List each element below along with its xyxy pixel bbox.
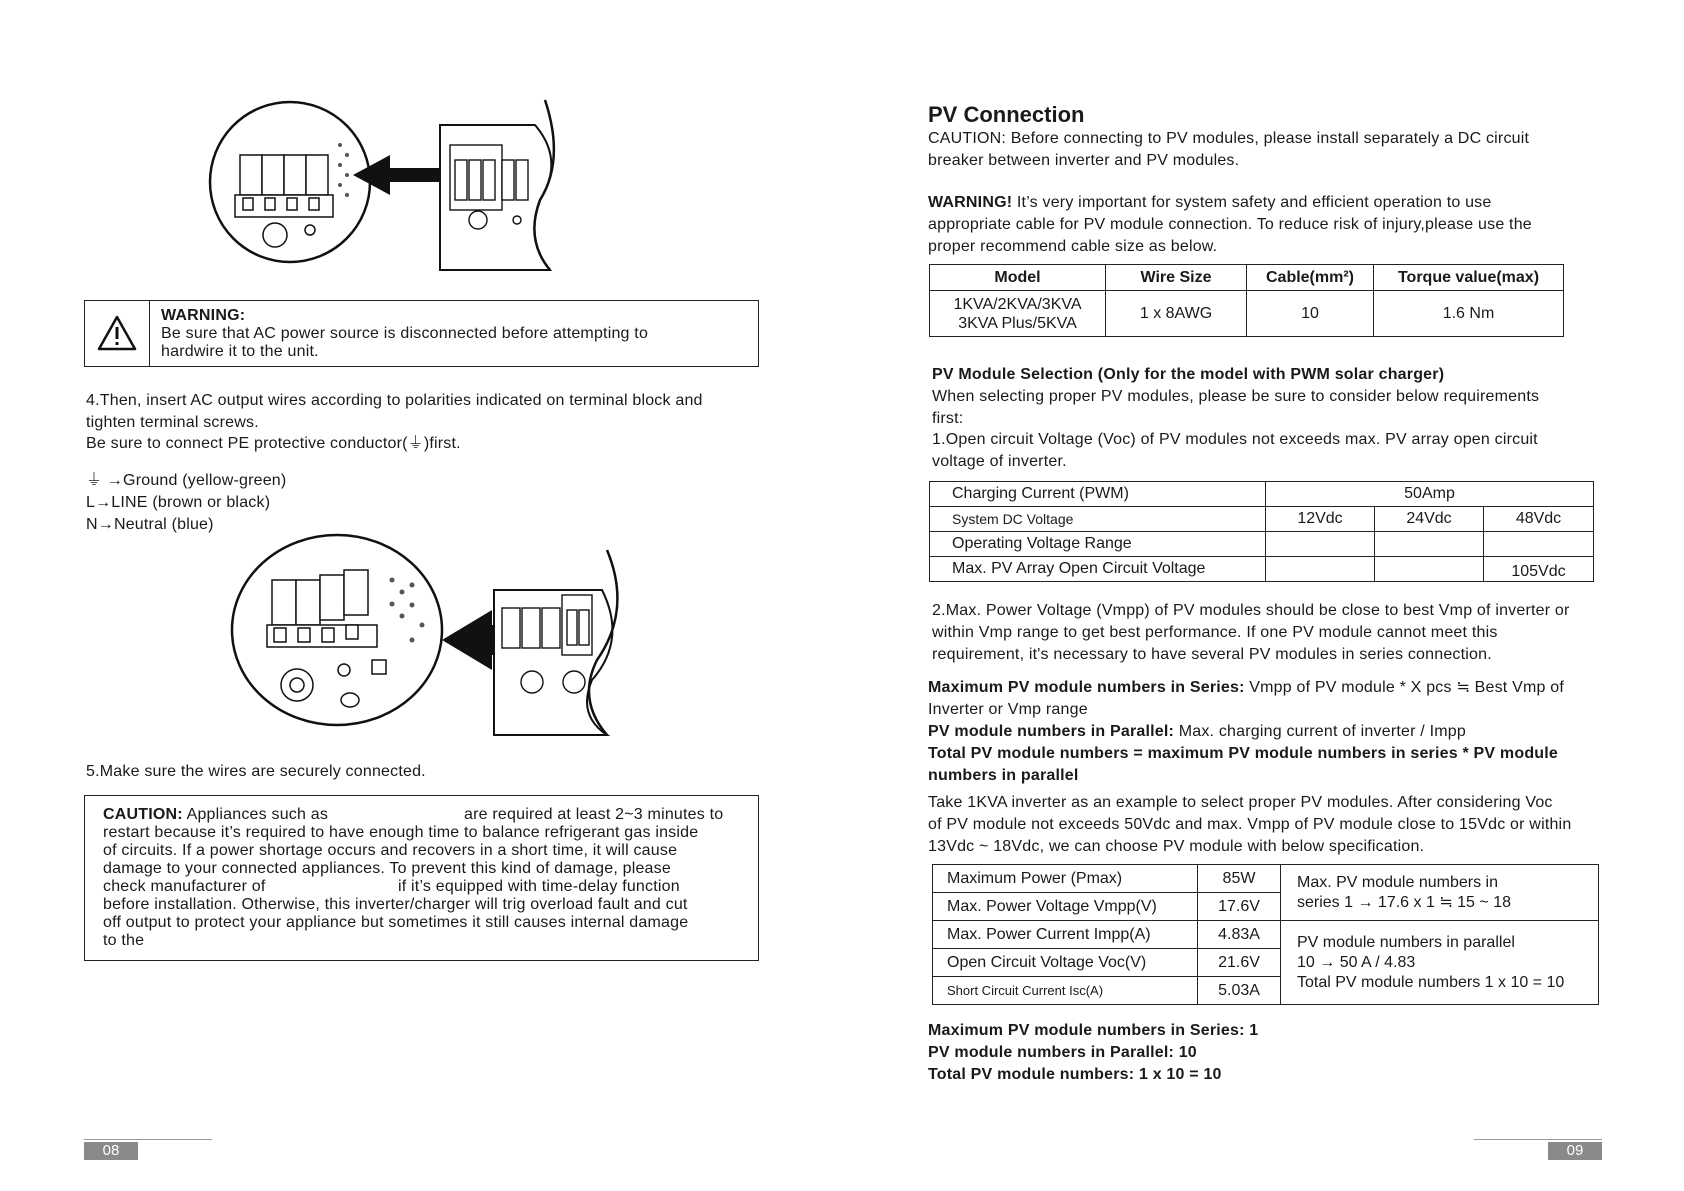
spec-value-voc: 21.6V xyxy=(1198,949,1281,977)
pv-module-spec-table xyxy=(932,864,1599,1005)
step4-line-1: 4.Then, insert AC output wires according to polarities indicated on terminal block and xyxy=(86,392,703,409)
left-page-number: 08 xyxy=(84,1142,138,1160)
cable-model-line-2: 3KVA Plus/5KVA xyxy=(958,314,1077,332)
spec-label-impp: Max. Power Current Impp(A) xyxy=(933,921,1198,949)
warning-box xyxy=(84,300,759,367)
spec-note-parallel-line-3: Total PV module numbers 1 x 10 = 10 xyxy=(1297,973,1565,991)
pwm-row-operating-range xyxy=(930,532,1594,557)
ac-terminal-illustration-top xyxy=(205,100,625,290)
pwm-operating-48 xyxy=(1484,532,1594,557)
step4-line-3: Be sure to connect PE protective conductor(⏚)first. xyxy=(86,435,461,452)
total-formula-line-2: numbers in parallel xyxy=(928,767,1079,784)
caution-line-4: damage to your connected appliances. To prevent this kind of damage, please xyxy=(103,860,671,877)
spec-note-parallel-line-2: 10 → 50 A / 4.83 xyxy=(1297,953,1416,971)
cable-model-line-1: 1KVA/2KVA/3KVA xyxy=(953,295,1082,313)
pwm-max-voc-12 xyxy=(1266,557,1375,582)
cable-size-table xyxy=(929,264,1564,337)
series-formula-line-1 xyxy=(928,677,1564,699)
cable-table-row xyxy=(930,291,1564,337)
warning-line-1: Be sure that AC power source is disconnected before attempting to xyxy=(161,325,649,342)
pwm-row-charging-current xyxy=(930,482,1594,507)
pwm-dc-voltage-24: 24Vdc xyxy=(1375,507,1484,532)
result-parallel: PV module numbers in Parallel: 10 xyxy=(928,1044,1197,1061)
caution-line-1a: Appliances such as xyxy=(186,806,329,823)
pwm-charger-table xyxy=(929,481,1594,582)
step5-text: 5.Make sure the wires are securely connected. xyxy=(86,763,426,780)
caution-line-8: to the xyxy=(103,932,145,949)
caution-line-5a: check manufacturer of xyxy=(103,878,266,895)
pv-caution-line-1: CAUTION: Before connecting to PV modules, please install separately a DC circuit xyxy=(928,130,1530,147)
pv-warning-label: WARNING! xyxy=(928,194,1013,211)
caution-line-1b: are required at least 2~3 minutes to xyxy=(464,806,724,823)
right-page-number: 09 xyxy=(1548,1142,1602,1160)
spec-label-pmax: Maximum Power (Pmax) xyxy=(933,865,1198,893)
pwm-max-voc-48: 105Vdc xyxy=(1484,557,1594,582)
pv-selection-line-1: When selecting proper PV modules, please be sure to consider below requirements xyxy=(932,388,1540,405)
result-series: Maximum PV module numbers in Series: 1 xyxy=(928,1022,1259,1039)
cable-header-torque: Torque value(max) xyxy=(1374,265,1564,291)
pwm-operating-label: Operating Voltage Range xyxy=(930,532,1266,557)
parallel-formula-label: PV module numbers in Parallel: xyxy=(928,723,1175,740)
ac-terminal-illustration-bottom xyxy=(232,530,632,745)
req2-line-3: requirement, it's necessary to have several PV modules in series connection. xyxy=(932,646,1492,663)
spec-label-vmpp: Max. Power Voltage Vmpp(V) xyxy=(933,893,1198,921)
legend-neutral: N→Neutral (blue) xyxy=(86,516,214,533)
pwm-row-dc-voltage xyxy=(930,507,1594,532)
spec-value-pmax: 85W xyxy=(1198,865,1281,893)
parallel-formula-text: Max. charging current of inverter / Impp xyxy=(1174,723,1466,740)
spec-label-voc: Open Circuit Voltage Voc(V) xyxy=(933,949,1198,977)
cable-table-header-row xyxy=(930,265,1564,291)
example-line-3: 13Vdc ~ 18Vdc, we can choose PV module with below specification. xyxy=(928,838,1425,855)
right-footer-rule xyxy=(1474,1139,1602,1140)
caution-line-7: off output to protect your appliance but sometimes it still causes internal damage xyxy=(103,914,689,931)
step4-line-2: tighten terminal screws. xyxy=(86,414,259,431)
caution-box xyxy=(84,795,759,961)
pv-warning-line-1 xyxy=(928,192,1491,214)
cable-header-cable: Cable(mm²) xyxy=(1247,265,1374,291)
cable-header-model: Model xyxy=(930,265,1106,291)
req2-line-2: within Vmp range to get best performance. If one PV module cannot meet this xyxy=(932,624,1498,641)
pwm-max-voc-24 xyxy=(1375,557,1484,582)
req1-line-2: voltage of inverter. xyxy=(932,453,1067,470)
result-total: Total PV module numbers: 1 x 10 = 10 xyxy=(928,1066,1222,1083)
spec-row xyxy=(933,921,1599,949)
pwm-dc-voltage-label: System DC Voltage xyxy=(930,507,1266,532)
warning-line-2: hardwire it to the unit. xyxy=(161,343,319,360)
warning-triangle-icon xyxy=(97,315,137,351)
spec-note-series xyxy=(1281,865,1599,921)
spec-note-parallel-line-1: PV module numbers in parallel xyxy=(1297,933,1515,951)
parallel-formula-line xyxy=(928,721,1466,743)
pv-warning-text-1: It’s very important for system safety and efficient operation to use xyxy=(1012,194,1492,211)
legend-line: L→LINE (brown or black) xyxy=(86,494,271,511)
pwm-operating-24 xyxy=(1375,532,1484,557)
caution-line-3: of circuits. If a power shortage occurs and recovers in a short time, it will cause xyxy=(103,842,678,859)
left-footer-rule xyxy=(84,1139,212,1140)
pwm-row-max-voc xyxy=(930,557,1594,582)
pwm-max-voc-label: Max. PV Array Open Circuit Voltage xyxy=(930,557,1266,582)
series-formula-line-2: Inverter or Vmp range xyxy=(928,701,1088,718)
req2-line-1: 2.Max. Power Voltage (Vmpp) of PV modules should be close to best Vmp of inverter or xyxy=(932,602,1570,619)
warning-icon-cell xyxy=(85,301,150,366)
series-formula-text: Vmpp of PV module * X pcs ≒ Best Vmp of xyxy=(1244,679,1564,696)
legend-ground: ⏚ →Ground (yellow-green) xyxy=(86,472,287,489)
spec-value-isc: 5.03A xyxy=(1198,977,1281,1005)
pwm-dc-voltage-48: 48Vdc xyxy=(1484,507,1594,532)
example-line-2: of PV module not exceeds 50Vdc and max. Vmpp of PV module close to 15Vdc or within xyxy=(928,816,1572,833)
cable-torque-value: 1.6 Nm xyxy=(1374,291,1564,337)
caution-line-5b: if it’s equipped with time-delay function xyxy=(398,878,680,895)
caution-label: CAUTION: xyxy=(103,806,183,823)
spec-row xyxy=(933,865,1599,893)
pv-warning-line-2: appropriate cable for PV module connection. To reduce risk of injury,please use the xyxy=(928,216,1532,233)
cable-wire-size: 1 x 8AWG xyxy=(1106,291,1247,337)
caution-line-2: restart because it’s required to have enough time to balance refrigerant gas inside xyxy=(103,824,699,841)
example-line-1: Take 1KVA inverter as an example to select proper PV modules. After considering Voc xyxy=(928,794,1553,811)
pwm-operating-12 xyxy=(1266,532,1375,557)
req1-line-1: 1.Open circuit Voltage (Voc) of PV modules not exceeds max. PV array open circuit xyxy=(932,431,1538,448)
warning-heading: WARNING: xyxy=(161,307,246,324)
spec-note-series-line-1: Max. PV module numbers in xyxy=(1297,873,1498,891)
spec-value-impp: 4.83A xyxy=(1198,921,1281,949)
total-formula-line-1: Total PV module numbers = maximum PV module numbers in series * PV module xyxy=(928,745,1559,762)
pv-selection-line-2: first: xyxy=(932,410,964,427)
cable-size-value: 10 xyxy=(1247,291,1374,337)
pwm-charging-label: Charging Current (PWM) xyxy=(930,482,1266,507)
spec-value-vmpp: 17.6V xyxy=(1198,893,1281,921)
spec-label-isc: Short Circuit Current Isc(A) xyxy=(933,977,1198,1005)
pv-selection-heading: PV Module Selection (Only for the model with PWM solar charger) xyxy=(932,366,1445,383)
pwm-dc-voltage-12: 12Vdc xyxy=(1266,507,1375,532)
spec-note-parallel xyxy=(1281,921,1599,1005)
pv-warning-line-3: proper recommend cable size as below. xyxy=(928,238,1218,255)
caution-line-6: before installation. Otherwise, this inverter/charger will trig overload fault and cut xyxy=(103,896,688,913)
series-formula-label: Maximum PV module numbers in Series: xyxy=(928,679,1245,696)
pwm-charging-value: 50Amp xyxy=(1266,482,1594,507)
pv-connection-title: PV Connection xyxy=(928,102,1085,127)
cable-header-wire-size: Wire Size xyxy=(1106,265,1247,291)
spec-note-series-line-2: series 1 → 17.6 x 1 ≒ 15 ~ 18 xyxy=(1297,893,1511,911)
cable-model-cell xyxy=(930,291,1106,337)
pv-caution-line-2: breaker between inverter and PV modules. xyxy=(928,152,1240,169)
